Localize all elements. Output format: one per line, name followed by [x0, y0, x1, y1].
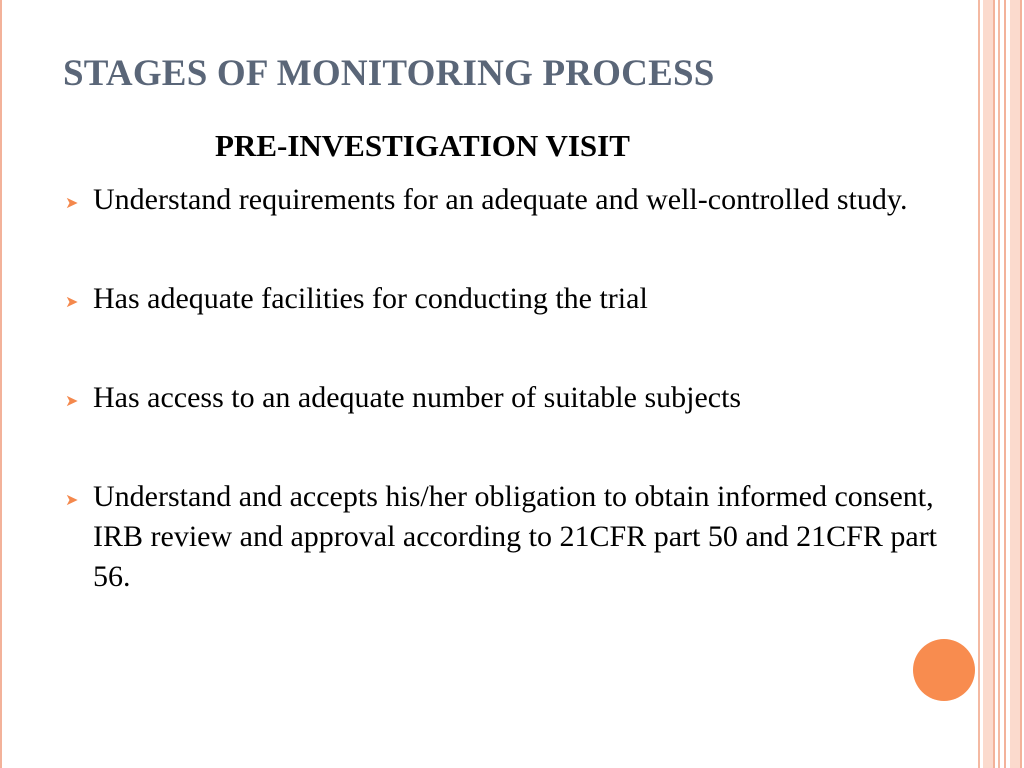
- decorative-stripe: [1010, 0, 1020, 768]
- bullet-item: [63, 477, 943, 597]
- slide-subtitle: PRE-INVESTIGATION VISIT: [215, 128, 630, 163]
- bullet-item: [63, 180, 943, 220]
- chevron-right-icon: ➤: [65, 193, 79, 212]
- bullet-item: [63, 279, 943, 319]
- bullet-text: Understand requirements for an adequate and well-controlled study.: [93, 183, 908, 216]
- decorative-stripe: [1004, 0, 1006, 768]
- decorative-stripe: [1020, 0, 1022, 768]
- bullet-list: [63, 180, 943, 597]
- bullet-text: Has access to an adequate number of suitable subjects: [93, 381, 742, 414]
- decorative-circle: [913, 639, 975, 701]
- chevron-right-icon: ➤: [65, 490, 79, 509]
- bullet-text: Understand and accepts his/her obligation to obtain informed consent, IRB review and approval according to 21CFR part 50 and 21CFR part 56.: [93, 480, 938, 593]
- decorative-stripe: [983, 0, 993, 768]
- slide-title: STAGES OF MONITORING PROCESS: [63, 53, 715, 94]
- decorative-stripe: [998, 0, 1000, 768]
- chevron-right-icon: ➤: [65, 292, 79, 311]
- decorative-stripe: [993, 0, 995, 768]
- slide-left-border: [0, 0, 2, 768]
- decorative-stripe: [978, 0, 980, 768]
- bullet-item: [63, 378, 943, 418]
- chevron-right-icon: ➤: [65, 391, 79, 410]
- bullet-text: Has adequate facilities for conducting the trial: [93, 282, 648, 315]
